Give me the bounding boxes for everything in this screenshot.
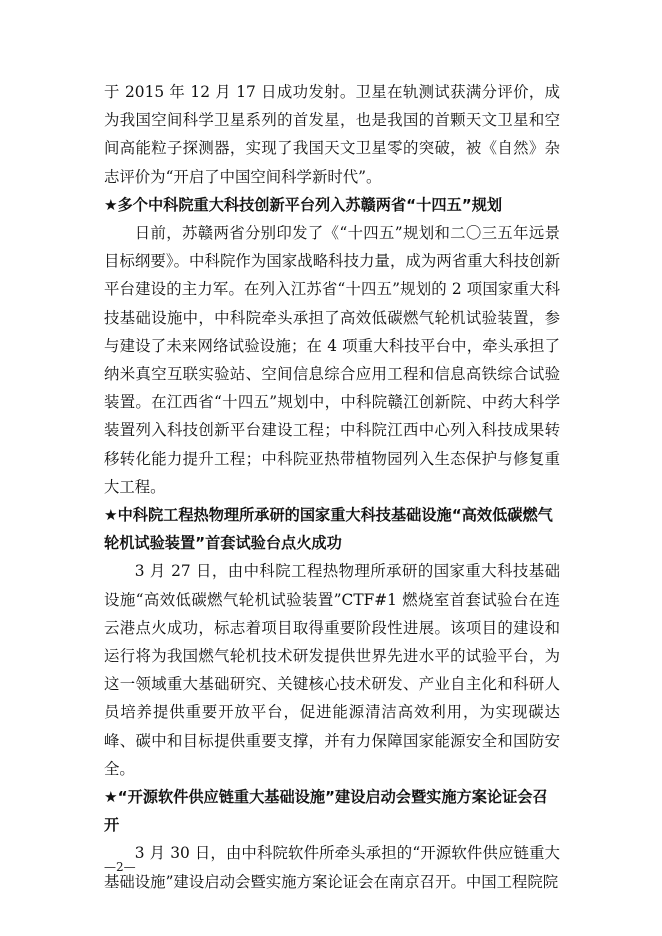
document-body	[104, 78, 560, 896]
heading-jiangsu-jiangxi-plan: ★多个中科院重大科技创新平台列入苏赣两省“十四五”规划	[104, 195, 503, 214]
heading-gas-turbine: ★中科院工程热物理所承研的国家重大科技基础设施“高效低碳燃气轮机试验装置”首套试验台点火成功	[104, 506, 553, 553]
paragraph-satellite: 于 2015 年 12 月 17 日成功发射。卫星在轨测试获满分评价，成为我国空间科学卫星系列的首发星，也是我国的首颗天文卫星和空间高能粒子探测器，实现了我国天文卫星零的突破，被《自然》杂志评价为“开启了中国空间科学新时代”。	[104, 83, 560, 186]
paragraph-gas-turbine: 3 月 27 日，由中科院工程热物理所承研的国家重大科技基础设施“高效低碳燃气轮机试验装置”CTF#1 燃烧室首套试验台在连云港点火成功，标志着项目取得重要阶段性进展。该项目的建设和运行将为我国燃气轮机技术研发提供世界先进水平的试验平台，为这一领域重大基础研究、关键核心技术研发、产业自主化和科研人员培养提供重要开放平台，促进能源清洁高效利用，为实现碳达峰、碳中和目标提供重要支撑，并有力保障国家能源安全和国防安全。	[104, 562, 560, 778]
paragraph-plan: 日前，苏赣两省分别印发了《“十四五”规划和二〇三五年远景目标纲要》。中科院作为国家战略科技力量，成为两省重大科技创新平台建设的主力军。在列入江苏省“十四五”规划的 2 项国家重大科技基础设施中，中科院牵头承担了高效低碳燃气轮机试验装置，参与建设了未来网络试验设施；在 4 项重大科技平台中，牵头承担了纳米真空互联实验站、空间信息综合应用工程和信息高铁综合试验装置。在江西省“十四五”规划中，中科院赣江创新院、中药大科学装置列入科技创新平台建设工程；中科院江西中心列入科技成果转移转化能力提升工程；中科院亚热带植物园列入生态保护与修复重大工程。	[104, 224, 560, 496]
paragraph-open-source: 3 月 30 日，由中科院软件所牵头承担的“开源软件供应链重大基础设施”建设启动会暨实施方案论证会在南京召开。中国工程院院	[104, 844, 560, 891]
page-number: —2—	[104, 860, 136, 874]
heading-open-source-supply-chain: ★“开源软件供应链重大基础设施”建设启动会暨实施方案论证会召开	[104, 788, 548, 835]
